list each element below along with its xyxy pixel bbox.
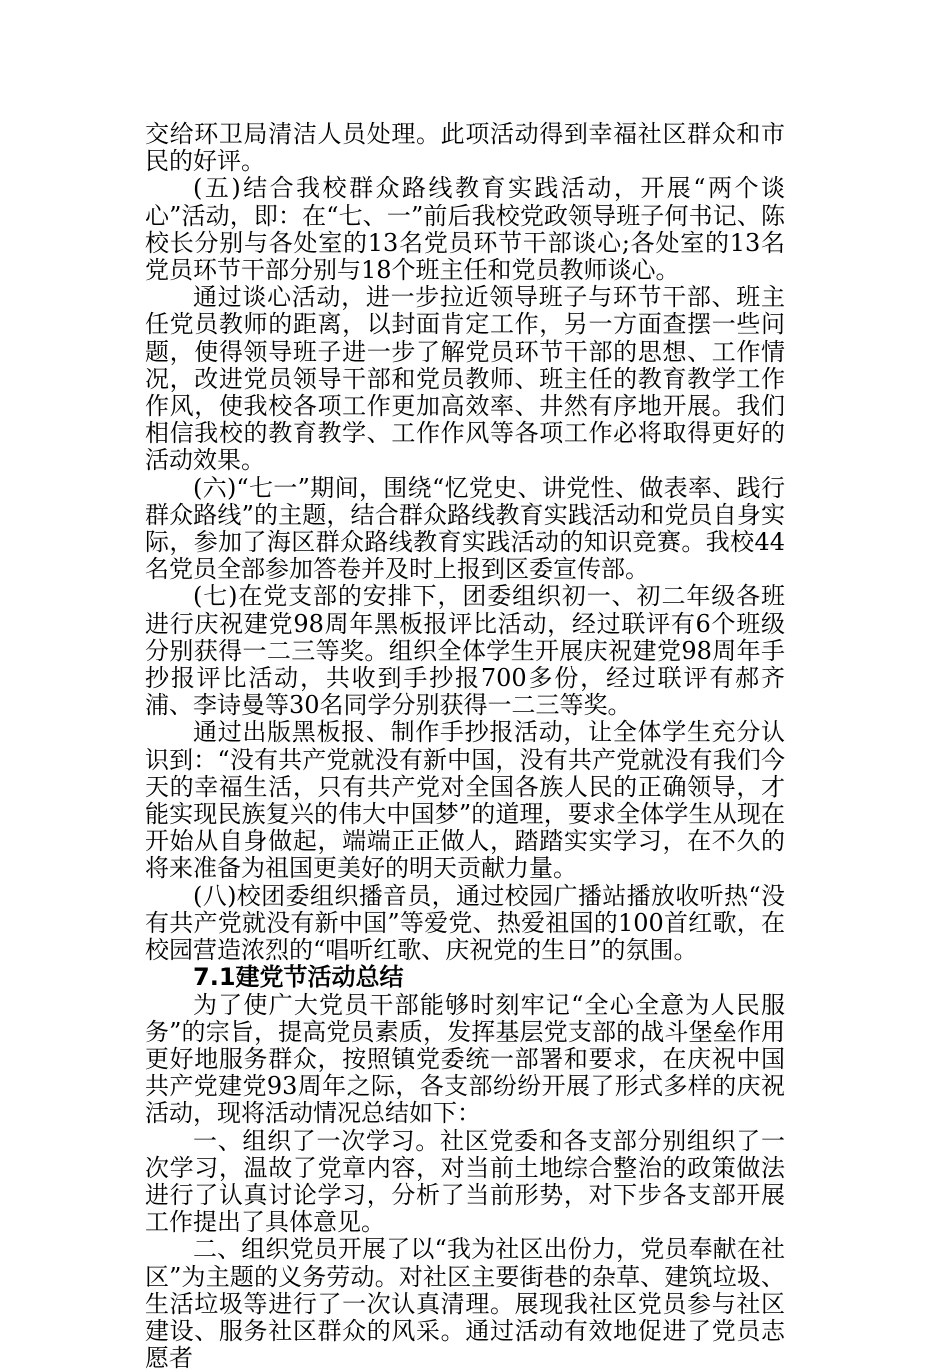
paragraph: 通过出版黑板报、制作手抄报活动，让全体学生充分认识到：“没有共产党就没有新中国，没有共产党就没有我们今天的幸福生活，只有共产党对全国各族人民的正确领导，才能实现民族复兴的伟大中国梦”的道理，要求全体学生从现在开始从自身做起，端端正正做人，踏踏实实学习，在不久的将来准备为祖国更美好的明天贡献力量。 bbox=[145, 718, 785, 883]
paragraph: 二、组织党员开展了以“我为社区出份力，党员奉献在社区”为主题的义务劳动。对社区主要街巷的杂草、建筑垃圾、生活垃圾等进行了一次认真清理。展现我社区党员参与社区建设、服务社区群众的风采。通过活动有效地促进了党员志愿者 bbox=[145, 1235, 785, 1372]
paragraph: (八)校团委组织播音员，通过校园广播站播放收听热“没有共产党就没有新中国”等爱党、热爱祖国的100首红歌，在校园营造浓烈的“唱听红歌、庆祝党的生日”的氛围。 bbox=[145, 881, 785, 965]
paragraph: 一、组织了一次学习。社区党委和各支部分别组织了一次学习，温故了党章内容，对当前土地综合整治的政策做法进行了认真讨论学习，分析了当前形势，对下步各支部开展工作提出了具体意见。 bbox=[145, 1126, 785, 1237]
paragraph: 交给环卫局清洁人员处理。此项活动得到幸福社区群众和市民的好评。 bbox=[145, 120, 785, 176]
section-heading: 7.1建党节活动总结 bbox=[193, 963, 404, 992]
paragraph: 通过谈心活动，进一步拉近领导班子与环节干部、班主任党员教师的距离，以封面肯定工作，另一方面查摆一些问题，使得领导班子进一步了解党员环节干部的思想、工作情况，改进党员领导干部和党员教师、班主任的教育教学工作作风，使我校各项工作更加高效率、井然有序地开展。我们相信我校的教育教学、工作作风等各项工作必将取得更好的活动效果。 bbox=[145, 283, 785, 475]
document-body bbox=[145, 121, 785, 1372]
paragraph: 为了使广大党员干部能够时刻牢记“全心全意为人民服务”的宗旨，提高党员素质，发挥基层党支部的战斗堡垒作用更好地服务群众，按照镇党委统一部署和要求，在庆祝中国共产党建党93周年之际，各支部纷纷开展了形式多样的庆祝活动，现将活动情况总结如下： bbox=[145, 990, 785, 1128]
paragraph: (六)“七一”期间，围绕“忆党史、讲党性、做表率、践行群众路线”的主题，结合群众路线教育实践活动和党员自身实际，参加了海区群众路线教育实践活动的知识竞赛。我校44名党员全部参加答卷并及时上报到区委宣传部。 bbox=[145, 473, 785, 584]
paragraph: (七)在党支部的安排下，团委组织初一、初二年级各班进行庆祝建党98周年黑板报评比活动，经过联评有6个班级分别获得一二三等奖。组织全体学生开展庆祝建党98周年手抄报评比活动，共收到手抄报700多份，经过联评有郝齐浦、李诗曼等30名同学分别获得一二三等奖。 bbox=[145, 582, 785, 720]
paragraph: (五)结合我校群众路线教育实践活动，开展“两个谈心”活动，即：在“七、一”前后我校党政领导班子何书记、陈校长分别与各处室的13名党员环节干部谈心;各处室的13名党员环节干部分别与18个班主任和党员教师谈心。 bbox=[145, 174, 785, 285]
